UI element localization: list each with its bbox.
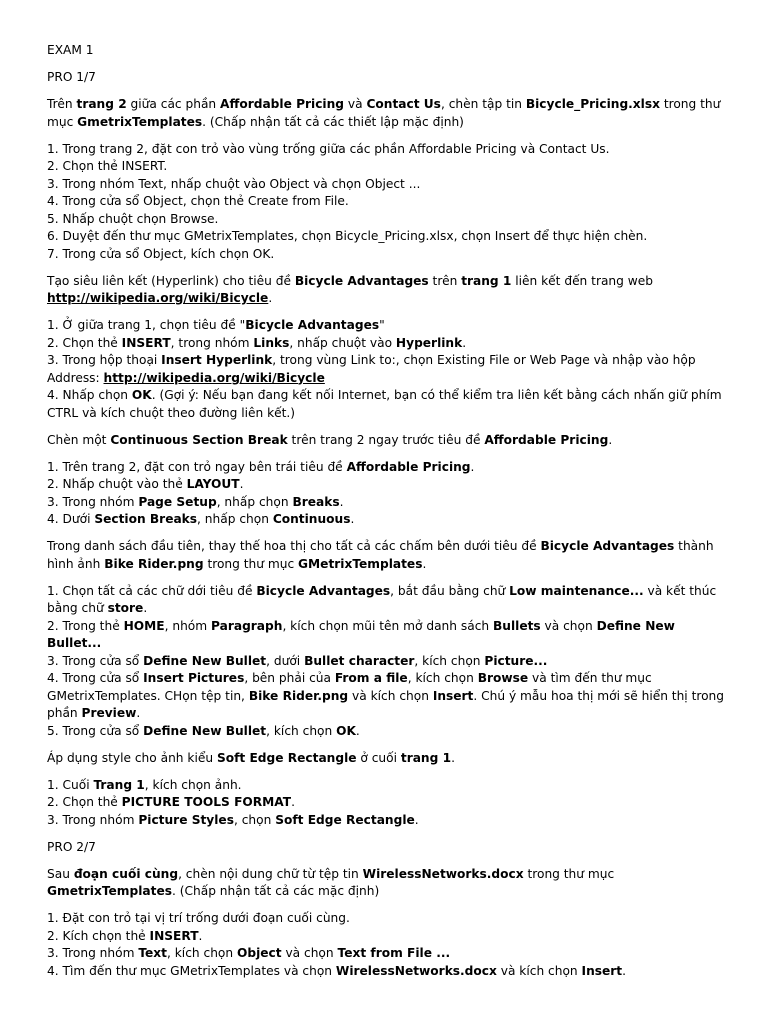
bold-text: Picture... (484, 653, 548, 668)
text-run: , chọn (233, 812, 276, 827)
text-run: . (422, 556, 427, 571)
text-run: . (608, 432, 613, 447)
bold-text: Soft Edge Rectangle (216, 750, 357, 765)
p1-task4-steps (47, 583, 728, 741)
text-run: và chọn (540, 618, 597, 633)
text-run: 1. Trên trang 2, đặt con trỏ ngay bên trái tiêu đề (47, 459, 347, 474)
text-run: . (143, 601, 148, 615)
bold-text: HOME (123, 618, 165, 633)
text-run: Trong danh sách đầu tiên, thay thế hoa thị cho tất cả các chấm bên dưới tiêu đề (47, 539, 541, 553)
text-run: . (Gợi ý: Nếu bạn đang kết nối Internet, bạn có thể kiểm tra liên kết bằng cách nhấn giữ phím CTRL và kích chuột theo đường liên kết.) (47, 388, 722, 420)
text-run: 1. Chọn tất cả các chữ dới tiêu đề (47, 583, 257, 598)
bold-text: Bicycle Advantages (256, 583, 391, 598)
text-run: 7. Trong cửa sổ Object, kích chọn OK. (47, 246, 275, 261)
bold-text: INSERT (121, 335, 171, 350)
list-item (47, 317, 728, 335)
bold-text: store (107, 601, 144, 615)
p2-task1-steps (47, 910, 728, 980)
text-run: 2. Kích chọn thẻ (47, 928, 150, 943)
bold-text: Define New Bullet (143, 653, 267, 668)
list-item (47, 618, 728, 653)
list-item (47, 928, 728, 946)
bold-text: Insert (581, 963, 623, 978)
text-run: Chèn một (47, 432, 111, 447)
text-run: và kích chọn (348, 688, 433, 703)
bold-text: Preview (81, 706, 137, 720)
text-run: 2. Nhấp chuột vào thẻ (47, 477, 187, 491)
bold-text: Bicycle Advantages (294, 273, 429, 288)
text-run: Tạo siêu liên kết (Hyperlink) cho tiêu đề (47, 273, 295, 288)
text-run: 1. Cuối (47, 777, 94, 792)
bold-text: đoạn cuối cùng (73, 866, 179, 881)
p1-task3-instruction (47, 432, 728, 450)
bold-text: GmetrixTemplates (77, 114, 203, 129)
bold-text: Object (236, 946, 282, 960)
text-run: 6. Duyệt đến thư mục GMetrixTemplates, chọn Bicycle_Pricing.xlsx, chọn Insert để thực hiện chèn. (47, 229, 648, 243)
text-run: , trong nhóm (170, 335, 254, 350)
text-run: , nhấp chuột vào (289, 335, 396, 350)
text-run: . (339, 494, 344, 509)
bold-text: Insert (432, 688, 474, 703)
list-item (47, 335, 728, 353)
text-run: , bên phải của (244, 671, 335, 685)
text-run: Áp dụng style cho ảnh kiểu (47, 750, 217, 765)
list-item (47, 794, 728, 812)
list-item (47, 246, 728, 264)
bold-text: LAYOUT (186, 477, 240, 491)
text-run: 3. Trong nhóm (47, 812, 139, 827)
text-run: trên trang 2 ngay trước tiêu đề (287, 432, 485, 447)
list-item (47, 387, 728, 422)
project-2-heading: PRO 2/7 (47, 839, 96, 854)
bold-text: Bicycle_Pricing.xlsx (525, 97, 660, 111)
p1-task2-instruction (47, 273, 728, 308)
p1-task1-instruction (47, 96, 728, 131)
text-run: trong thư mục (203, 556, 299, 571)
text-run: . Chú ý mẫu hoa thị mới sẽ hiển thị trong phần (47, 688, 725, 720)
text-run: giữa các phần (126, 97, 221, 111)
bold-text: PICTURE TOOLS FORMAT (121, 795, 292, 809)
project-1-heading: PRO 1/7 (47, 70, 96, 84)
list-item (47, 511, 728, 529)
text-run: liên kết đến trang web (511, 273, 653, 288)
text-run: , trong vùng Link to:, chọn Existing File or Web Page và nhập vào hộp Address: (47, 353, 696, 385)
bold-text: GmetrixTemplates (47, 884, 172, 898)
text-run: thành hình ảnh (47, 539, 714, 571)
bold-text: Bicycle Advantages (540, 539, 675, 553)
hyperlink[interactable]: http://wikipedia.org/wiki/Bicycle (103, 370, 325, 385)
list-item (47, 777, 728, 795)
hyperlink[interactable]: http://wikipedia.org/wiki/Bicycle (47, 291, 269, 305)
list-item (47, 494, 728, 512)
bold-text: Page Setup (138, 494, 217, 509)
text-run: , kích chọn ảnh. (144, 777, 242, 792)
text-run: , kích chọn (414, 653, 485, 668)
text-run: 4. Nhấp chọn (47, 388, 132, 402)
text-run: 3. Trong nhóm Text, nhấp chuột vào Object và chọn Object ... (47, 176, 421, 191)
text-run: và kết thúc bằng chữ (47, 583, 717, 615)
text-run: trên (428, 273, 462, 288)
bold-text: Bullets (493, 618, 541, 633)
bold-text: trang 2 (76, 97, 127, 111)
list-item (47, 910, 728, 928)
text-run: , chèn tập tin (440, 97, 526, 111)
text-run: 4. Dưới (47, 512, 95, 526)
bold-text: Affordable Pricing (484, 432, 609, 447)
text-run: 3. Trong cửa sổ (47, 653, 144, 668)
list-item (47, 141, 728, 159)
text-run: 4. Trong cửa sổ Object, chọn thẻ Create from File. (47, 194, 349, 208)
list-item (47, 963, 728, 981)
text-run: . (350, 512, 355, 526)
bold-text: Bicycle Advantages (245, 318, 380, 332)
bold-text: INSERT (149, 928, 199, 943)
bold-text: Continuous (272, 512, 351, 526)
text-run: , nhóm (164, 618, 211, 633)
text-run: . (198, 928, 203, 943)
p2-task1-instruction (47, 866, 728, 901)
text-run: 3. Trong hộp thoại (47, 353, 162, 367)
list-item (47, 459, 728, 477)
text-run: Trên (47, 97, 77, 111)
text-run: và chọn (281, 946, 338, 960)
bold-text: Insert Hyperlink (161, 353, 273, 367)
list-item (47, 176, 728, 194)
text-run: . (451, 750, 455, 765)
text-run: 2. Trong thẻ (47, 618, 124, 633)
bold-text: Affordable Pricing (346, 459, 471, 474)
list-item (47, 670, 728, 723)
bold-text: Define New Bullet (143, 723, 267, 738)
text-run: , nhấp chọn (197, 512, 273, 526)
text-run: 2. Chọn thẻ (47, 335, 122, 350)
bold-text: WirelessNetworks.docx (335, 963, 497, 978)
p1-task3-steps (47, 459, 728, 529)
list-item (47, 228, 728, 246)
text-run: . (291, 795, 295, 809)
bold-text: OK (131, 388, 152, 402)
bold-text: Bike Rider.png (104, 556, 204, 571)
bold-text: Picture Styles (138, 812, 234, 827)
text-run: , kích chọn (407, 671, 478, 685)
p1-task5-instruction (47, 750, 728, 768)
text-run: 1. Đặt con trỏ tại vị trí trống dưới đoạn cuối cùng. (47, 911, 350, 925)
text-run: . (Chấp nhận tất cả các thiết lập mặc định) (202, 114, 464, 129)
bold-text: trang 1 (461, 273, 512, 288)
p1-task5-steps (47, 777, 728, 830)
text-run: . (622, 963, 626, 978)
text-run: trong thư mục (47, 97, 721, 129)
list-item (47, 653, 728, 671)
text-run: . (414, 812, 419, 827)
bold-text: Bike Rider.png (248, 688, 349, 703)
text-run: Sau (47, 866, 74, 881)
text-run: , kích chọn (266, 723, 337, 738)
text-run: . (239, 477, 244, 491)
list-item (47, 476, 728, 494)
bold-text: Continuous Section Break (110, 432, 288, 447)
text-run: , nhấp chọn (216, 494, 293, 509)
list-item (47, 193, 728, 211)
bold-text: Insert Pictures (143, 671, 245, 685)
bold-text: Section Breaks (94, 512, 198, 526)
text-run: . (470, 459, 475, 474)
bold-text: WirelessNetworks.docx (362, 866, 524, 881)
bold-text: trang 1 (400, 750, 452, 765)
text-run: 3. Trong nhóm (47, 494, 139, 509)
bold-text: Bullet character (304, 653, 415, 668)
exam-title: EXAM 1 (47, 43, 94, 57)
text-run: , kích chọn mũi tên mở danh sách (282, 618, 493, 633)
p1-task2-steps (47, 317, 728, 422)
text-run: 5. Trong cửa sổ (47, 723, 144, 738)
bold-text: Text from File ... (337, 946, 451, 960)
bold-text: Browse (477, 671, 529, 685)
list-item (47, 723, 728, 741)
text-run: . (136, 706, 141, 720)
text-run: " (379, 318, 385, 332)
list-item (47, 583, 728, 618)
list-item (47, 352, 728, 387)
text-run: và kích chọn (496, 963, 582, 978)
text-run: ở cuối (356, 750, 401, 765)
text-run: . (462, 335, 467, 350)
text-run: , bắt đầu bằng chữ (390, 583, 510, 598)
text-run: 4. Trong cửa sổ (47, 671, 144, 685)
text-run: và tìm đến thư mục GMetrixTemplates. CHọn tệp tin, (47, 671, 652, 703)
bold-text: Define New Bullet... (47, 618, 675, 650)
list-item (47, 211, 728, 229)
p1-task1-steps (47, 141, 728, 264)
bold-text: OK (336, 723, 356, 738)
list-item (47, 812, 728, 830)
text-run: , kích chọn (167, 946, 237, 960)
bold-text: Links (253, 335, 290, 350)
bold-text: Paragraph (211, 618, 283, 633)
text-run: trong thư mục (523, 866, 615, 881)
text-run: 1. Ở giữa trang 1, chọn tiêu đề " (47, 318, 246, 332)
bold-text: GMetrixTemplates (298, 556, 423, 571)
list-item (47, 158, 728, 176)
bold-text: Contact Us (366, 97, 441, 111)
bold-text: Hyperlink (395, 335, 463, 350)
text-run: 2. Chọn thẻ (47, 795, 122, 809)
text-run: 3. Trong nhóm (47, 946, 139, 960)
bold-text: Breaks (292, 494, 340, 509)
text-run: . (Chấp nhận tất cả các mặc định) (171, 884, 380, 898)
text-run: 1. Trong trang 2, đặt con trỏ vào vùng trống giữa các phần Affordable Pricing và Contact Us. (47, 141, 610, 156)
text-run: và (344, 97, 367, 111)
text-run: , dưới (266, 653, 305, 668)
bold-text: Text (138, 946, 167, 960)
p1-task4-instruction (47, 538, 728, 573)
bold-text: Affordable Pricing (220, 97, 345, 111)
text-run: . (268, 291, 273, 305)
text-run: 5. Nhấp chuột chọn Browse. (47, 211, 219, 226)
list-item (47, 945, 728, 963)
bold-text: From a file (334, 671, 408, 685)
bold-text: Soft Edge Rectangle (275, 812, 415, 827)
text-run: 2. Chọn thẻ INSERT. (47, 159, 168, 173)
bold-text: Trang 1 (93, 777, 145, 792)
text-run: . (355, 723, 360, 738)
text-run: 4. Tìm đến thư mục GMetrixTemplates và chọn (47, 963, 336, 978)
text-run: , chèn nội dung chữ từ tệp tin (178, 866, 363, 881)
bold-text: Low maintenance... (509, 583, 644, 598)
